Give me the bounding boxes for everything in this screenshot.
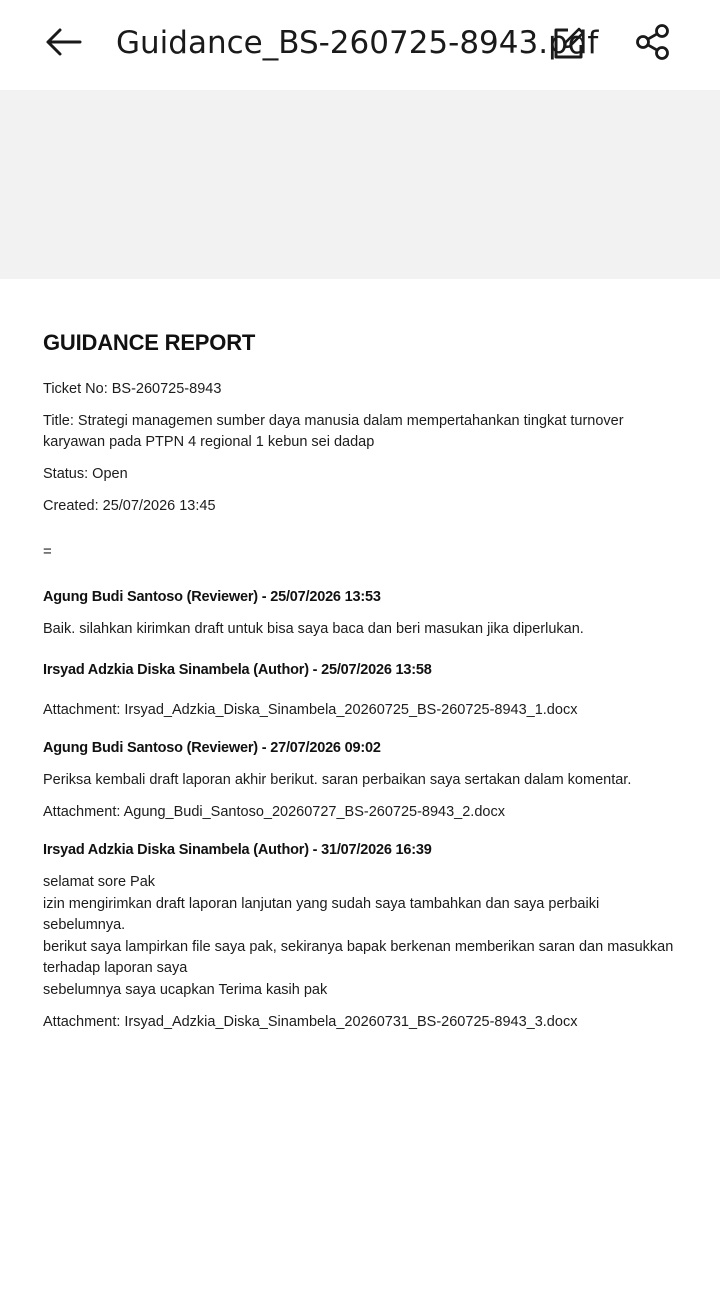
message-line: sebelumnya saya ucapkan Terima kasih pak xyxy=(43,981,328,998)
comment-message: Baik. silahkan kirimkan draft untuk bisa saya baca dan beri masukan jika diperlukan. xyxy=(43,621,584,637)
comment-header: Irsyad Adzkia Diska Sinambela (Author) - 31/07/2026 16:39 xyxy=(43,842,432,858)
app-bar xyxy=(0,0,720,90)
message-line: selamat sore Pak xyxy=(43,874,156,890)
comment-message: Periksa kembali draft laporan akhir berikut. saran perbaikan saya sertakan dalam komentar. xyxy=(43,771,632,788)
separator: = xyxy=(43,543,52,560)
comment-entry xyxy=(43,840,683,1033)
attachment-link[interactable]: Attachment: Irsyad_Adzkia_Diska_Sinambela_20260731_BS-260725-8943_3.docx xyxy=(43,1014,578,1030)
report-status: Status: Open xyxy=(43,466,128,482)
comment-entry xyxy=(43,660,683,721)
share-button[interactable] xyxy=(630,19,676,65)
arrow-left-icon xyxy=(44,27,82,57)
comment-entry xyxy=(43,738,683,824)
report-title: Title: Strategi managemen sumber daya manusia dalam mempertahankan tingkat turnover karyawan pada PTPN 4 regional 1 kebun sei dadap xyxy=(43,413,624,450)
attachment-link[interactable]: Attachment: Agung_Budi_Santoso_20260727_BS-260725-8943_2.docx xyxy=(43,804,505,820)
message-line: berikut saya lampirkan file saya pak, sekiranya bapak berkenan memberikan saran dan masukkan terhadap laporan saya xyxy=(43,938,674,976)
guidance-report xyxy=(43,329,683,1050)
comment-header: Irsyad Adzkia Diska Sinambela (Author) - 25/07/2026 13:58 xyxy=(43,661,432,678)
edit-button[interactable] xyxy=(546,20,592,66)
comment-header: Agung Budi Santoso (Reviewer) - 25/07/2026 13:53 xyxy=(43,589,381,605)
document-title: Guidance_BS-260725-8943.pdf xyxy=(116,25,599,61)
report-heading: GUIDANCE REPORT xyxy=(43,330,256,355)
message-line: izin mengirimkan draft laporan lanjutan yang sudah saya tambahkan dan saya perbaiki sebelumnya. xyxy=(43,895,600,933)
edit-icon xyxy=(551,25,587,61)
comment-entry xyxy=(43,587,683,641)
share-icon xyxy=(634,23,672,61)
attachment-link[interactable]: Attachment: Irsyad_Adzkia_Diska_Sinambela_20260725_BS-260725-8943_1.docx xyxy=(43,701,578,718)
report-created: Created: 25/07/2026 13:45 xyxy=(43,498,216,514)
comment-header: Agung Budi Santoso (Reviewer) - 27/07/2026 09:02 xyxy=(43,739,381,756)
back-button[interactable] xyxy=(38,20,88,64)
comment-message xyxy=(43,872,683,1001)
document-top-margin xyxy=(0,90,720,279)
ticket-number: Ticket No: BS-260725-8943 xyxy=(43,381,222,397)
